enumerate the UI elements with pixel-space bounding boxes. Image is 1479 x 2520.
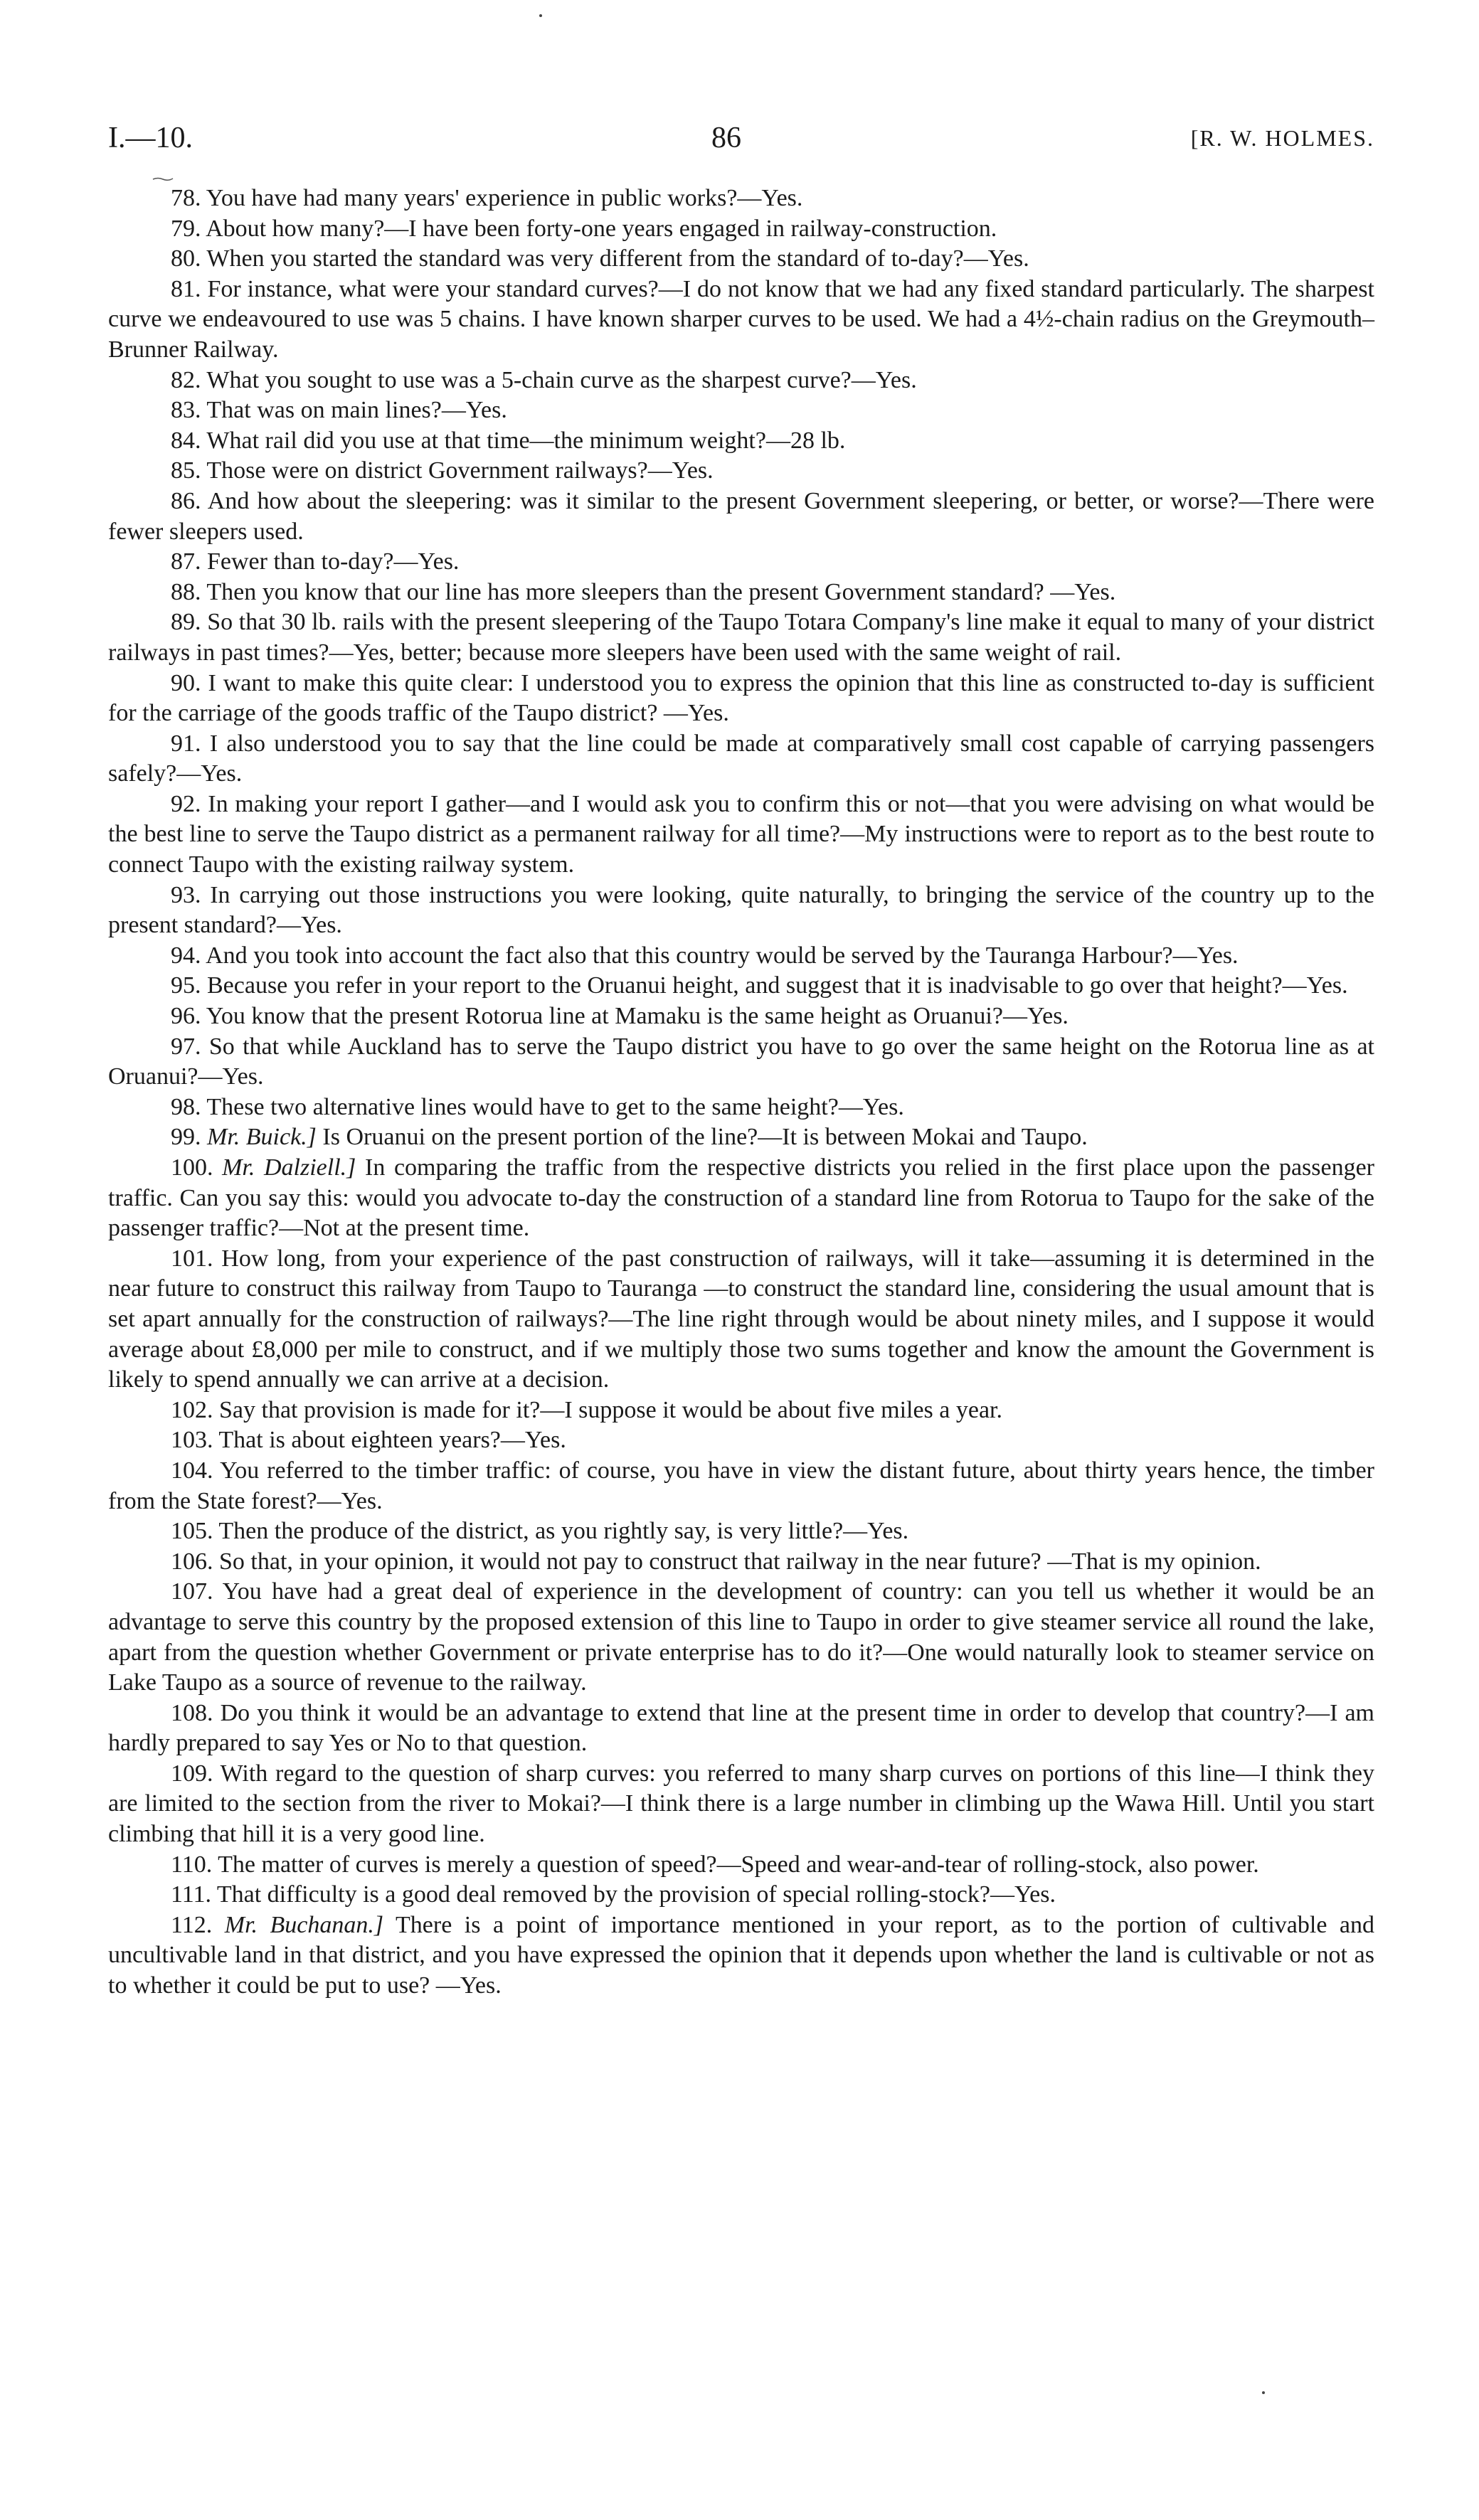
question-text: Because you refer in your report to the Oruanui height, and suggest that it is inadvisable to go over that height?—Yes. bbox=[207, 972, 1348, 999]
question-93 bbox=[108, 881, 1374, 941]
question-number: 78. bbox=[171, 185, 201, 211]
question-number: 101. bbox=[171, 1245, 213, 1272]
witness-name: [R. W. HOLMES. bbox=[1190, 125, 1374, 151]
question-86 bbox=[108, 487, 1374, 547]
question-98 bbox=[108, 1092, 1374, 1123]
question-text: What rail did you use at that time—the minimum weight?—28 lb. bbox=[206, 427, 846, 454]
question-number: 110. bbox=[171, 1851, 213, 1878]
question-89 bbox=[108, 607, 1374, 668]
page-number: 86 bbox=[711, 122, 741, 154]
question-number: 104. bbox=[171, 1457, 213, 1484]
question-number: 94. bbox=[171, 942, 201, 969]
question-number: 86. bbox=[171, 487, 201, 514]
question-number: 83. bbox=[171, 397, 201, 424]
parliamentary-paper-ref: I.—10. bbox=[108, 122, 193, 154]
question-number: 108. bbox=[171, 1699, 213, 1726]
question-110 bbox=[108, 1850, 1374, 1881]
question-96 bbox=[108, 1001, 1374, 1032]
question-number: 103. bbox=[171, 1427, 213, 1454]
question-number: 106. bbox=[171, 1548, 213, 1575]
question-text: About how many?—I have been forty-one years engaged in railway-construction. bbox=[206, 215, 997, 242]
question-92 bbox=[108, 790, 1374, 881]
question-number: 80. bbox=[171, 245, 201, 272]
question-text: Then the produce of the district, as you rightly say, is very little?—Yes. bbox=[218, 1518, 909, 1545]
question-text: When you started the standard was very different from the standard of to-day?—Yes. bbox=[206, 245, 1029, 272]
evidence-body bbox=[108, 184, 1374, 2001]
question-text: With regard to the question of sharp curves: you referred to many sharp curves on portions of this line—I think they are limited to the section from the river to Mokai?—I think there is a large number in climbing up the Wawa Hill. Until you start climbing that hill it is a very good line. bbox=[108, 1760, 1374, 1848]
speaker-name: Mr. Buchanan.] bbox=[224, 1911, 384, 1938]
question-text: For instance, what were your standard curves?—I do not know that we had any fixed standard particularly. The sharpest curve we endeavoured to use was 5 chains. I have known sharper curves to be used. We had a 4½-chain radius on the Greymouth–Brunner Railway. bbox=[108, 275, 1374, 363]
question-106 bbox=[108, 1547, 1374, 1578]
question-83 bbox=[108, 395, 1374, 426]
speaker-name: Mr. Buick.] bbox=[207, 1124, 317, 1151]
question-number: 98. bbox=[171, 1093, 201, 1120]
question-text: I want to make this quite clear: I understood you to express the opinion that this line as constructed to-day is sufficient for the carriage of the goods traffic of the Taupo district? —Yes. bbox=[108, 669, 1375, 727]
page-header bbox=[108, 121, 1374, 171]
question-text: And how about the sleepering: was it similar to the present Government sleepering, or better, or worse?—There were fewer sleepers used. bbox=[108, 487, 1374, 545]
question-84 bbox=[108, 426, 1374, 457]
question-number: 91. bbox=[171, 730, 201, 757]
question-text: What you sought to use was a 5-chain curve as the sharpest curve?—Yes. bbox=[206, 366, 917, 393]
question-105 bbox=[108, 1516, 1374, 1547]
question-text: That is about eighteen years?—Yes. bbox=[218, 1427, 566, 1454]
question-text: Fewer than to-day?—Yes. bbox=[207, 548, 460, 575]
question-number: 82. bbox=[171, 366, 201, 393]
question-text: And you took into account the fact also that this country would be served by the Tauranga Harbour?—Yes. bbox=[206, 942, 1239, 969]
printer-mark bbox=[152, 176, 174, 181]
question-number: 100. bbox=[171, 1154, 213, 1181]
question-text: Those were on district Government railways?—Yes. bbox=[206, 457, 714, 484]
question-number: 92. bbox=[171, 790, 201, 817]
question-text: Then you know that our line has more sleepers than the present Government standard? —Yes. bbox=[206, 578, 1116, 605]
question-107 bbox=[108, 1577, 1374, 1698]
question-text: In comparing the traffic from the respective districts you relied in the first place upon the passenger traffic. Can you say this: would you advocate to-day the construction of a standard line from Rotorua to Taupo for the sake of the passenger traffic?—Not at the present time. bbox=[108, 1154, 1374, 1242]
question-number: 105. bbox=[171, 1518, 213, 1545]
question-text: The matter of curves is merely a question of speed?—Speed and wear-and-tear of rolling-stock, also power. bbox=[218, 1851, 1259, 1878]
question-number: 107. bbox=[171, 1578, 213, 1605]
question-text: Say that provision is made for it?—I suppose it would be about five miles a year. bbox=[219, 1396, 1002, 1423]
question-112 bbox=[108, 1910, 1374, 2001]
question-number: 87. bbox=[171, 548, 201, 575]
question-97 bbox=[108, 1032, 1374, 1092]
question-100 bbox=[108, 1153, 1374, 1244]
question-109 bbox=[108, 1759, 1374, 1850]
speck bbox=[539, 14, 542, 17]
question-text: You have had many years' experience in public works?—Yes. bbox=[206, 185, 803, 211]
question-number: 84. bbox=[171, 427, 201, 454]
question-85 bbox=[108, 456, 1374, 487]
question-95 bbox=[108, 971, 1374, 1001]
question-text: You have had a great deal of experience in the development of country: can you tell us whether it would be an advantage to serve this country by the proposed extension of this line to Taupo in order to give steamer service all round the lake, apart from the question whether Government or private enterprise has to do it?—One would naturally look to steamer service on Lake Taupo as a source of revenue to the railway. bbox=[108, 1578, 1374, 1696]
question-number: 90. bbox=[171, 669, 201, 696]
question-number: 111. bbox=[171, 1881, 211, 1908]
question-text: You know that the present Rotorua line at Mamaku is the same height as Oruanui?—Yes. bbox=[206, 1003, 1069, 1030]
speaker-name: Mr. Dalziell.] bbox=[222, 1154, 356, 1181]
question-94 bbox=[108, 941, 1374, 972]
question-number: 85. bbox=[171, 457, 201, 484]
question-103 bbox=[108, 1425, 1374, 1456]
question-number: 99. bbox=[171, 1124, 201, 1151]
question-87 bbox=[108, 547, 1374, 578]
question-111 bbox=[108, 1880, 1374, 1910]
question-108 bbox=[108, 1698, 1374, 1759]
question-number: 109. bbox=[171, 1760, 213, 1787]
question-79 bbox=[108, 214, 1374, 245]
question-82 bbox=[108, 366, 1374, 396]
question-number: 102. bbox=[171, 1396, 213, 1423]
question-102 bbox=[108, 1395, 1374, 1426]
question-101 bbox=[108, 1244, 1374, 1395]
question-text: These two alternative lines would have to get to the same height?—Yes. bbox=[206, 1093, 904, 1120]
question-text: In carrying out those instructions you were looking, quite naturally, to bringing the service of the country up to the present standard?—Yes. bbox=[108, 881, 1374, 939]
question-88 bbox=[108, 578, 1374, 608]
question-text: You referred to the timber traffic: of course, you have in view the distant future, about thirty years hence, the timber from the State forest?—Yes. bbox=[108, 1457, 1374, 1514]
question-text: How long, from your experience of the past construction of railways, will it take—assuming it is determined in the near future to construct this railway from Taupo to Tauranga —to construct the standard line, considering the usual amount that is set apart annually for the construction of railways?—The line right through would be about ninety miles, and I suppose it would average about £8,000 per mile to construct, and if we multiply those two sums together and know the amount the Government is likely to spend annually we can arrive at a decision. bbox=[108, 1245, 1374, 1393]
question-text: That difficulty is a good deal removed by the provision of special rolling-stock?—Yes. bbox=[216, 1881, 1056, 1908]
question-number: 112. bbox=[171, 1911, 213, 1938]
question-104 bbox=[108, 1456, 1374, 1516]
speck bbox=[1262, 2391, 1265, 2394]
question-number: 89. bbox=[171, 609, 201, 636]
question-78 bbox=[108, 184, 1374, 214]
question-text: Do you think it would be an advantage to extend that line at the present time in order to develop that country?—I am hardly prepared to say Yes or No to that question. bbox=[108, 1699, 1374, 1757]
question-91 bbox=[108, 729, 1374, 790]
question-text: So that 30 lb. rails with the present sleepering of the Taupo Totara Company's line make it equal to many of your district railways in past times?—Yes, better; because more sleepers have been used with the same weight of rail. bbox=[108, 609, 1375, 666]
question-number: 88. bbox=[171, 578, 201, 605]
document-page bbox=[108, 121, 1374, 2001]
question-99 bbox=[108, 1122, 1374, 1153]
question-number: 96. bbox=[171, 1003, 201, 1030]
question-text: That was on main lines?—Yes. bbox=[206, 397, 507, 424]
question-80 bbox=[108, 244, 1374, 275]
question-number: 97. bbox=[171, 1033, 201, 1060]
question-text: So that, in your opinion, it would not pay to construct that railway in the near future? —That is my opinion. bbox=[219, 1548, 1261, 1575]
question-90 bbox=[108, 669, 1374, 729]
question-81 bbox=[108, 275, 1374, 366]
question-text: There is a point of importance mentioned in your report, as to the portion of cultivable and uncultivable land in that district, and you have expressed the opinion that it depends upon whether the land is cultivable or not as to whether it could be put to use? —Yes. bbox=[108, 1911, 1375, 1999]
question-text: I also understood you to say that the line could be made at comparatively small cost capable of carrying passengers safely?—Yes. bbox=[108, 730, 1374, 787]
question-text: Is Oruanui on the present portion of the line?—It is between Mokai and Taupo. bbox=[322, 1124, 1088, 1151]
question-number: 93. bbox=[171, 881, 201, 908]
question-text: So that while Auckland has to serve the Taupo district you have to go over the same height on the Rotorua line as at Oruanui?—Yes. bbox=[108, 1033, 1375, 1090]
question-number: 79. bbox=[171, 215, 201, 242]
question-number: 95. bbox=[171, 972, 201, 999]
question-number: 81. bbox=[171, 275, 201, 302]
question-text: In making your report I gather—and I would ask you to confirm this or not—that you were advising on what would be the best line to serve the Taupo district as a permanent railway for all time?—My instructions were to report as to the best route to connect Taupo with the existing railway system. bbox=[108, 790, 1374, 878]
